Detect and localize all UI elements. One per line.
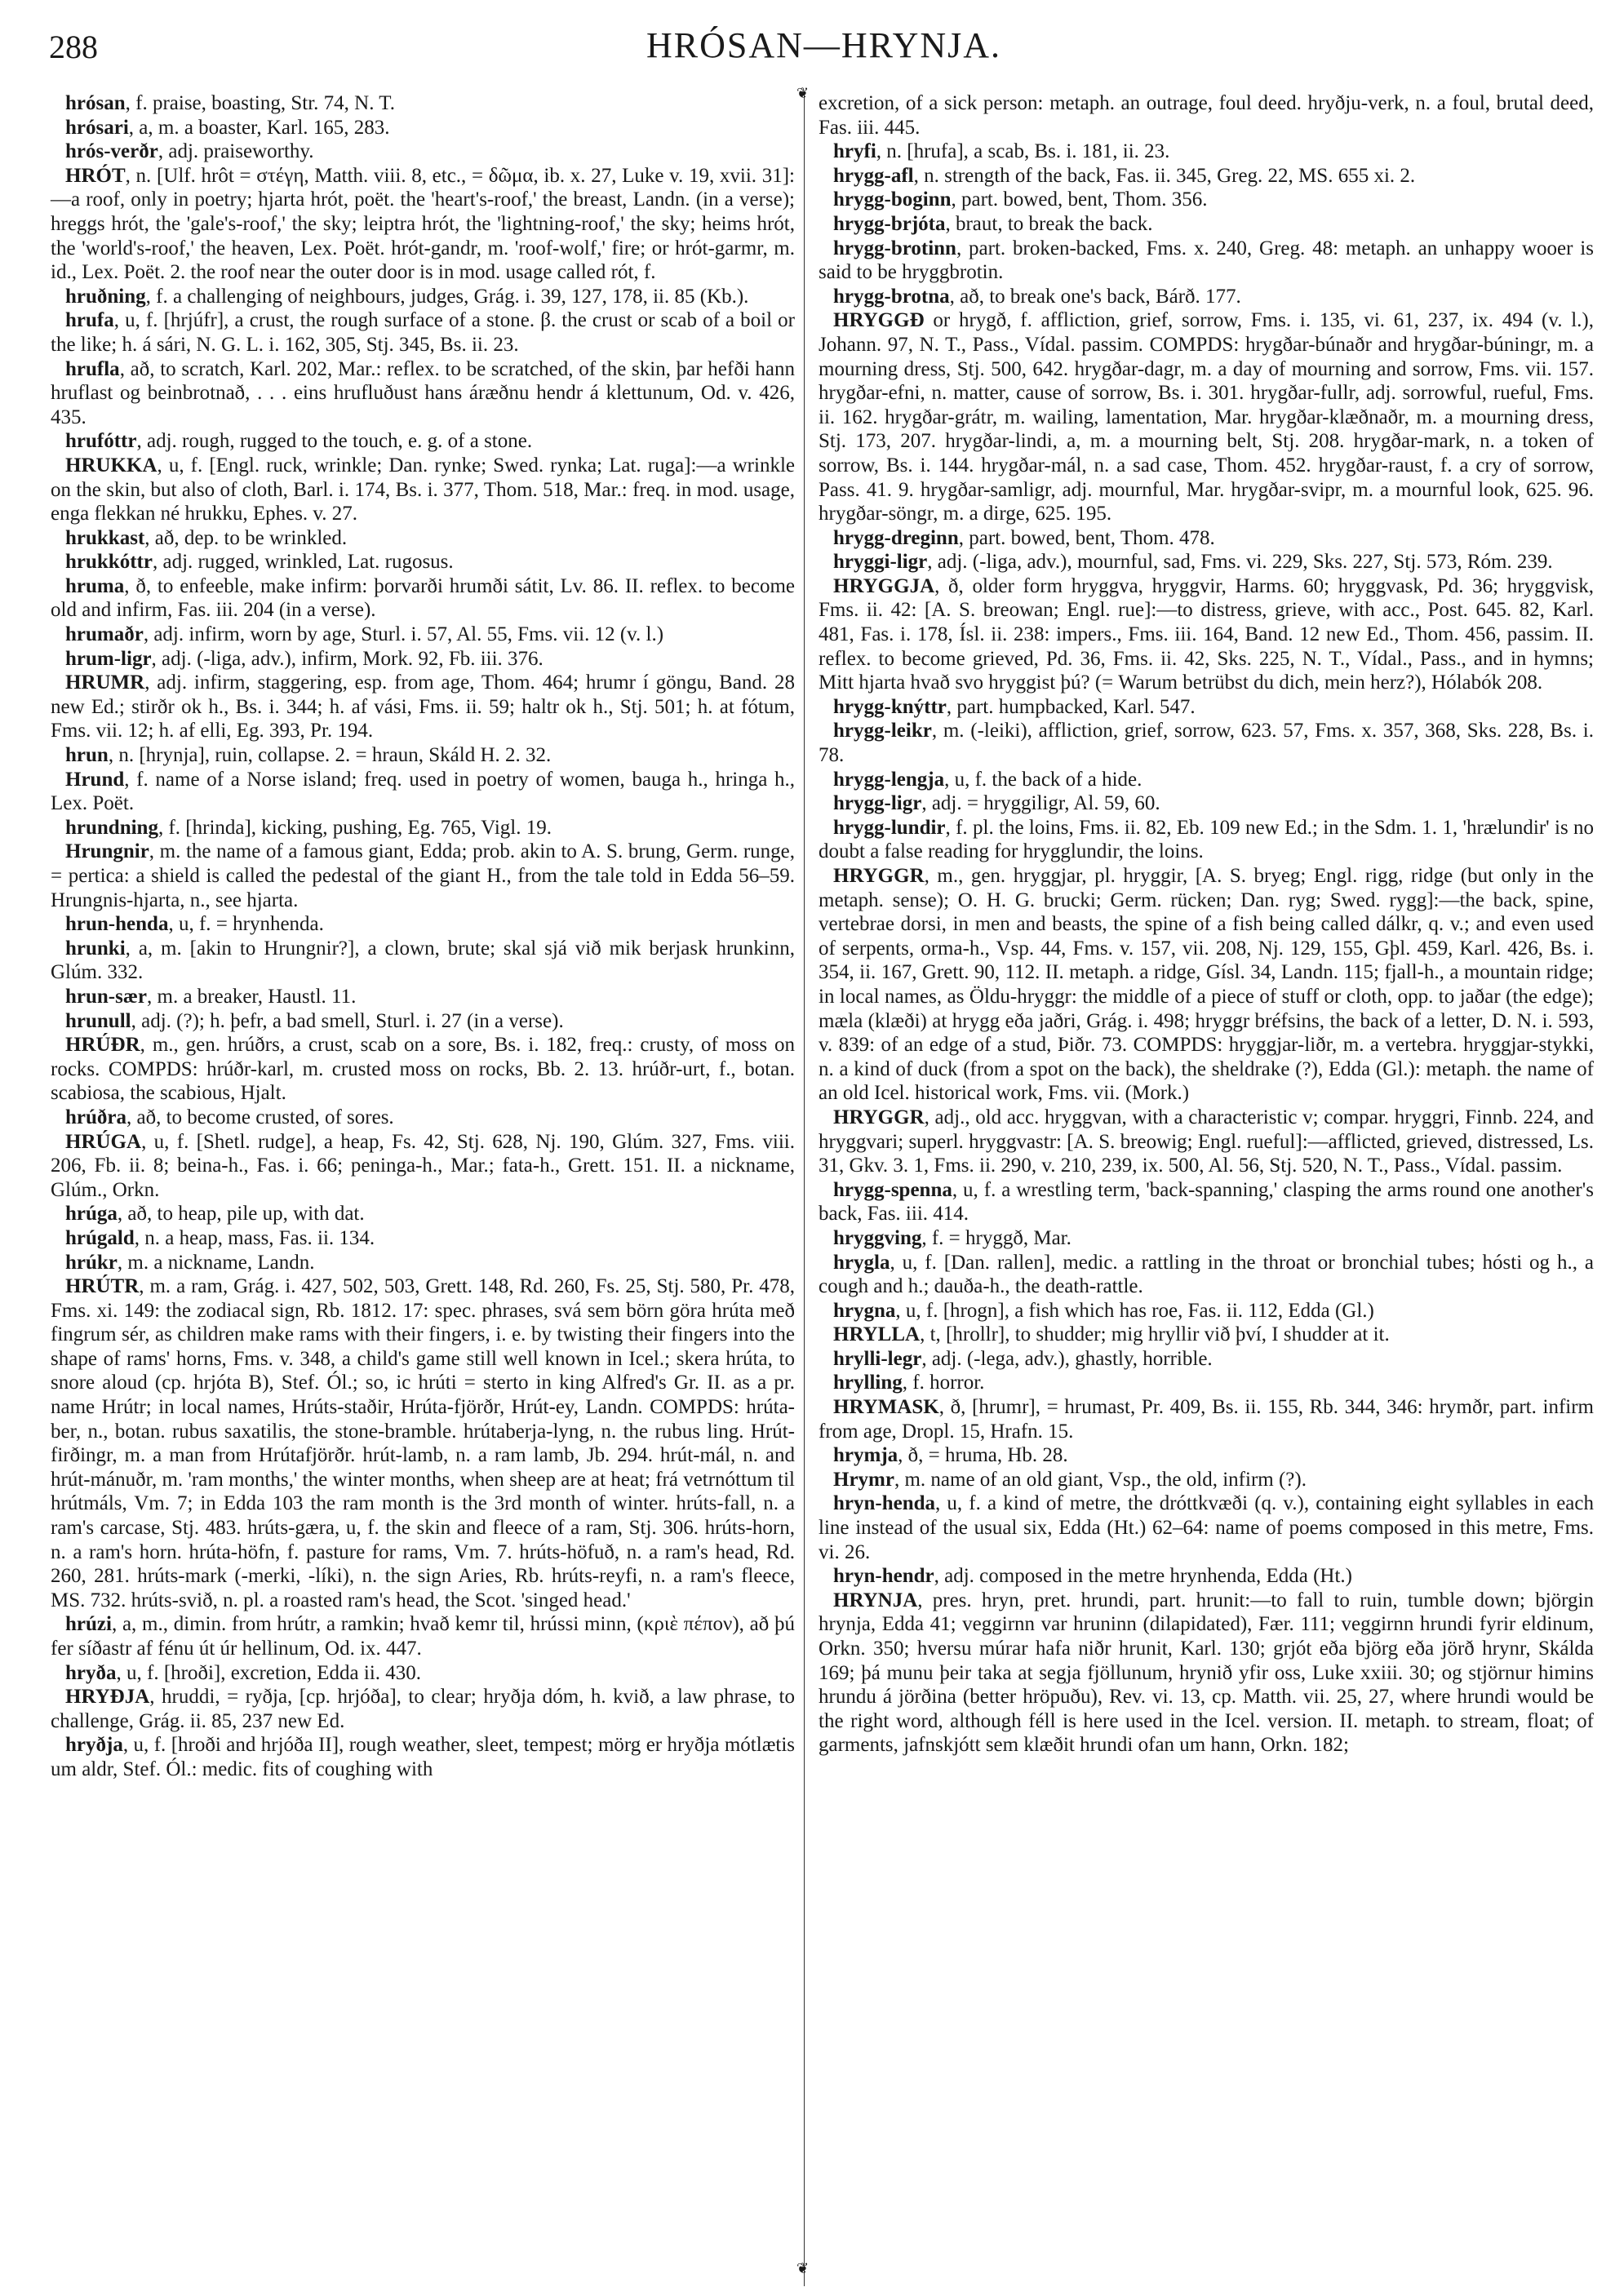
dictionary-entry [819, 1564, 1594, 1589]
entry-headword: hrygg-ligr [833, 792, 922, 815]
entry-definition: , adj. rugged, wrinkled, Lat. rugosus. [152, 551, 454, 574]
dictionary-entry [819, 212, 1594, 237]
dictionary-entry [819, 791, 1594, 816]
entry-headword: hrúgald [65, 1226, 135, 1249]
dictionary-entry [819, 1178, 1594, 1226]
entry-headword: hruðning [65, 285, 146, 308]
entry-headword: HRYGGR [833, 865, 925, 887]
entry-definition: , u, f. [Shetl. rudge], a heap, Fs. 42, Stj. 628, Nj. 190, Glúm. 327, Fms. viii. 206, Fb. ii. 8; beina-h., Fas. i. 66; peninga-h., Mar.; fata-h., Grett. 151. II. a nickname, Glúm., Orkn. [51, 1130, 795, 1201]
dictionary-entry [51, 526, 795, 551]
entry-definition: , part. broken-backed, Fms. x. 240, Greg. 48: metaph. an unhappy wooer is said to be hryggbrotin. [819, 237, 1594, 284]
entry-headword: Hrungnir [65, 840, 149, 863]
dictionary-entry [51, 1274, 795, 1612]
entry-headword: hrygg-brotinn [833, 237, 956, 259]
dictionary-entry [819, 526, 1594, 551]
entry-definition: , f. praise, boasting, Str. 74, N. T. [125, 92, 395, 114]
entry-headword: hrylling [833, 1372, 903, 1394]
entry-headword: hrundning [65, 816, 158, 839]
dictionary-entry [819, 140, 1594, 164]
dictionary-entry [819, 164, 1594, 188]
dictionary-entry [51, 1009, 795, 1034]
dictionary-entry [819, 91, 1594, 140]
entry-definition: , hruddi, = ryðja, [cp. hrjóða], to clear; hryðja dóm, h. kvið, a law phrase, to challenge, Grág. ii. 85, 237 new Ed. [51, 1686, 795, 1732]
dictionary-entry [51, 1733, 795, 1781]
entry-definition: , u, f. = hrynhenda. [168, 913, 324, 936]
dictionary-entry [819, 695, 1594, 720]
entry-definition: , f. a challenging of neighbours, judges, Grág. i. 39, 127, 178, ii. 85 (Kb.). [145, 285, 749, 308]
dictionary-entry [51, 768, 795, 816]
entry-headword: hrumaðr [65, 623, 144, 646]
dictionary-entry [51, 285, 795, 309]
entry-definition: , adj. (-liga, adv.), infirm, Mork. 92, Fb. iii. 376. [151, 647, 544, 670]
dictionary-entry [819, 285, 1594, 309]
entry-definition: , m. a ram, Grág. i. 427, 502, 503, Grett. 148, Rd. 260, Fs. 25, Stj. 580, Pr. 478, Fms. xi. 149: the zodiacal sign, Rb. 1812. 17: spec. phrases, svá sem börn göra hrúta með fingrum sér, as children make rams with their fingers, i. e. by twisting their fingers into the shape of rams' horns, Fms. v. 348, a child's game still well known in Icel.; skera hrúta, to snore aloud (cp. hrjóta B), Stef. Ól.; so, ic hrúti = sterto in king Alfred's Gr. II. as a pr. name Hrútr; in local names, Hrúts-staðir, Hrúta-fjörðr, Hrút-ey, Landn. COMPDS: hrúta-ber, n., botan. rubus saxatilis, the stone-bramble. hrútaberja-lyng, n. the rubus ling. Hrút-firðingr, m. a man from Hrútafjörðr. hrút-lamb, n. a ram lamb, Jb. 294. hrút-mál, n. and hrút-mánuðr, m. 'ram months,' the winter months, when sheep are at heat; frá vetrnóttum til hrútmáls, Vm. 7; in Edda 103 the ram month is the 3rd month of winter. hrúts-fall, n. a ram's carcase, Stj. 483. hrúts-gæra, u, f. the skin and fleece of a ram, Stj. 306. hrúts-horn, n. a ram's horn. hrúta-höfn, f. pasture for rams, Vm. 7. hrúts-höfuð, n. a ram's head, Rd. 260, 281. hrúts-mark (-merki, -líki), n. the sign Aries, Rb. hrúts-reyfi, n. a ram's fleece, MS. 732. hrúts-svið, n. pl. a roasted ram's head, the Scot. 'singed head.' [51, 1275, 795, 1611]
entry-definition: , part. bowed, bent, Thom. 478. [958, 526, 1215, 549]
entry-definition: , m. (-leiki), affliction, grief, sorrow, 623. 57, Fms. x. 357, 368, Sks. 228, Bs. i. 78. [819, 720, 1594, 767]
entry-headword: hrukkast [65, 526, 145, 549]
entry-headword: hrum-ligr [65, 647, 152, 670]
entry-definition: , u, f. the back of a hide. [944, 768, 1142, 791]
entry-definition: , pres. hryn, pret. hrundi, part. hrunit:—to fall to ruin, tumble down; björgin hrynja, Edda 41; veggirnn var hruninn (dilapidated), Fær. 111; veggirnn hrundi fyrir eldinum, Orkn. 350; hversu múrar hafa niðr hrunit, Karl. 130; grjót eða björg eða jörð hrynr, Skálda 169; þá munu þeir taka at segja fjöllunum, hrynið yfir oss, Luke xxiii. 30; og stjörnur himins hrundu á jörðina (better hröpuðu), Rev. vi. 13, cp. Matth. vii. 25, 27, where hrundi would be the right word, although féll is here used in the Icel. version. II. metaph. to stream, float; of garments, jafnskjótt sem klæðit hrundi ofan um hann, Orkn. 182; [819, 1589, 1594, 1757]
entry-definition: , a, m., dimin. from hrútr, a ramkin; hvað kemr til, hrússi minn, (κριὲ πέπον), að þú fer síðastr af fénu út úr hellinum, Od. ix. 447. [51, 1613, 795, 1660]
entry-headword: Hrymr [833, 1468, 894, 1491]
entry-headword: hryðja [65, 1734, 123, 1757]
entry-definition: , n. a heap, mass, Fas. ii. 134. [134, 1226, 375, 1249]
right-column [819, 91, 1594, 1757]
entry-definition: , m., gen. hrúðrs, a crust, scab on a sore, Bs. i. 182, freq.: crusty, of moss on rocks. COMPDS: hrúðr-karl, m. crusted moss on rocks, Bb. 2. 13. hrúðr-urt, f., botan. scabiosa, the scabious, Hjalt. [51, 1034, 795, 1105]
entry-headword: hrúkr [65, 1251, 118, 1274]
entry-definition: , m. a breaker, Haustl. 11. [147, 985, 357, 1008]
entry-definition: , adj. (-lega, adv.), ghastly, horrible. [921, 1347, 1213, 1370]
dictionary-entry [819, 1395, 1594, 1443]
entry-headword: hrygg-leikr [833, 720, 932, 742]
dictionary-entry [51, 985, 795, 1009]
dictionary-entry [819, 1323, 1594, 1347]
entry-definition: , f. name of a Norse island; freq. used in poetry of women, bauga h., hringa h., Lex. Poët. [51, 768, 795, 815]
entry-definition: , n. strength of the back, Fas. ii. 345, Greg. 22, MS. 655 xi. 2. [913, 164, 1416, 187]
entry-definition: , adj. = hryggiligr, Al. 59, 60. [921, 792, 1160, 815]
entry-headword: hrylli-legr [833, 1347, 922, 1370]
entry-headword: Hrund [65, 768, 125, 791]
entry-definition: , u, f. [hroði and hrjóða II], rough weather, sleet, tempest; mörg er hryðja mótlætis um aldr, Stef. Ól.: medic. fits of coughing with [51, 1734, 795, 1780]
entry-headword: HRYLLA [833, 1323, 921, 1346]
entry-definition: , adj. praiseworthy. [158, 140, 314, 163]
entry-definition: , u, f. [Engl. ruck, wrinkle; Dan. rynke; Swed. rynka; Lat. ruga]:—a wrinkle on the skin, but also of cloth, Barl. i. 174, Bs. i. 377, Thom. 518, Mar.: freq. in mod. usage, enga flekkan né hrukku, Ephes. v. 27. [51, 454, 795, 525]
entry-headword: hrygg-dreginn [833, 526, 959, 549]
entry-definition: , u, f. [hroði], excretion, Edda ii. 430. [116, 1661, 422, 1684]
entry-headword: hrúga [65, 1203, 118, 1226]
dictionary-entry [51, 1661, 795, 1686]
dictionary-entry [51, 671, 795, 743]
entry-headword: hryfi [833, 140, 876, 163]
entry-definition: , m. the name of a famous giant, Edda; prob. akin to A. S. brung, Germ. runge, = pertica: a shield is called the pedestal of the giant H., from the tale told in Edda 56–59. Hrungnis-hjarta, n., see hjarta. [51, 840, 795, 911]
entry-definition: , að, dep. to be wrinkled. [144, 526, 348, 549]
left-column [51, 91, 795, 1782]
dictionary-entry [819, 864, 1594, 1106]
entry-definition: , u, f. [Dan. rallen], medic. a rattling in the throat or bronchial tubes; hósti og h., a cough and h.; dauða-h., the death-rattle. [819, 1251, 1594, 1298]
dictionary-entry [51, 647, 795, 672]
dictionary-entry [51, 1106, 795, 1130]
dictionary-entry [819, 1468, 1594, 1492]
dictionary-entry [819, 237, 1594, 285]
entry-definition: , m. a nickname, Landn. [117, 1251, 315, 1274]
entry-headword: hryn-henda [833, 1492, 936, 1515]
entry-definition: , a, m. [akin to Hrungnir?], a clown, brute; skal sjá við mik berjask hrunkinn, Glúm. 332. [51, 937, 795, 984]
entry-headword: hrygg-knýttr [833, 695, 947, 718]
entry-definition: , f. pl. the loins, Fms. ii. 82, Eb. 109 new Ed.; in the Sdm. 1. 1, 'hrælundir' is no doubt a false reading for hrygglundir, the loins. [819, 816, 1594, 863]
entry-headword: HRYNJA [833, 1589, 918, 1611]
dictionary-entry [51, 550, 795, 574]
entry-headword: hrygg-brjóta [833, 212, 946, 235]
entry-headword: hryggving [833, 1226, 922, 1249]
entry-headword: HRÚÐR [65, 1034, 140, 1057]
column-divider [804, 91, 805, 2286]
dictionary-entry [819, 816, 1594, 864]
entry-headword: hrygg-lengja [833, 768, 945, 791]
entry-definition: , n. [hrufa], a scab, Bs. i. 181, ii. 23. [876, 140, 1170, 163]
entry-headword: hruma [65, 574, 125, 597]
dictionary-entry [51, 454, 795, 526]
entry-definition: , part. bowed, bent, Thom. 356. [951, 188, 1208, 211]
entry-definition: , að, to break one's back, Bárð. 177. [949, 285, 1241, 308]
entry-definition: , að, to heap, pile up, with dat. [117, 1203, 365, 1226]
entry-definition: , ð, = hruma, Hb. 28. [898, 1444, 1068, 1467]
entry-headword: HRYGGR [833, 1106, 925, 1128]
entry-headword: hrós-verðr [65, 140, 158, 163]
entry-definition: , u, f. [hrjúfr], a crust, the rough surface of a stone. β. the crust or scab of a boil or the like; h. á sári, N. G. L. i. 162, 305, Stj. 345, Bs. ii. 23. [51, 309, 795, 356]
entry-headword: hrufóttr [65, 430, 137, 453]
dictionary-entry [51, 1612, 795, 1660]
dictionary-entry [51, 308, 795, 357]
entry-headword: hryggi-ligr [833, 551, 928, 574]
entry-definition: , n. [Ulf. hrôt = στέγη, Matth. viii. 8, etc., = δῶμα, ib. x. 27, Luke v. 19, xvii. 31]:—a roof, only in poetry; hjarta hrót, poët. the 'heart's-roof,' the breast, Landn. (in a verse); hreggs hrót, the 'gale's-roof,' the sky; leiptra hrót, the 'lightning-roof,' the sky; heims hrót, the 'world's-roof,' the heaven, Lex. Poët. hrót-gandr, m. 'roof-wolf,' fire; or hrót-garmr, m. id., Lex. Poët. 2. the roof near the outer door is in mod. usage called rót, f. [51, 164, 795, 284]
entry-headword: HRÚGA [65, 1130, 142, 1153]
entry-headword: hryða [65, 1661, 117, 1684]
page-header [49, 24, 1599, 73]
entry-headword: hrun-henda [65, 913, 169, 936]
entry-definition: , adj. composed in the metre hrynhenda, Edda (Ht.) [934, 1565, 1352, 1588]
entry-definition: , adj., old acc. hryggvan, with a characteristic v; compar. hryggri, Finnb. 224, and hryggvari; superl. hryggvastr: [A. S. breowig; Engl. rueful]:—afflicted, grieved, distressed, Ls. 31, Gkv. 3. 1, Fms. ii. 290, v. 210, 239, ix. 500, Al. 56, Stj. 520, N. T., Pass., Vídal. passim. [819, 1106, 1594, 1177]
entry-definition: , ð, to enfeeble, make infirm: þorvarði hrumði sátit, Lv. 86. II. reflex. to become old and infirm, Fas. iii. 204 (in a verse). [51, 574, 795, 622]
entry-definition: or hrygð, f. affliction, grief, sorrow, Fms. i. 135, vi. 61, 237, ix. 494 (v. l.), Johann. 97, N. T., Pass., Vídal. passim. COMPDS: hrygðar-búnaðr and hrygðar-búningr, m. a mourning dress, Stj. 500, 642. hrygðar-dagr, m. a day of mourning and sorrow, Fms. vii. 157. hrygðar-efni, n. matter, cause of sorrow, Bs. i. 301. hrygðar-fullr, adj. sorrowful, rueful, Fms. ii. 162. hrygðar-grátr, m. wailing, lamentation, Mar. hrygðar-klæðnaðr, m. a mourning dress, Stj. 173, 207. hrygðar-lindi, a, m. a mourning belt, Stj. 208. hrygðar-mark, n. a token of sorrow, Bs. i. 144. hrygðar-mál, n. a sad case, Thom. 452. hrygðar-raust, f. a cry of sorrow, Pass. 41. 9. hrygðar-samligr, adj. mournful, Mar. hrygðar-svipr, m. a mournful look, 625. 96. hrygðar-söngr, m. a dirge, 625. 195. [819, 309, 1594, 525]
entry-headword: hrukkóttr [65, 551, 153, 574]
dictionary-entry [51, 1226, 795, 1251]
entry-headword: HRÚTR [65, 1275, 140, 1298]
entry-headword: HRYMASK [833, 1396, 939, 1419]
dictionary-entry [51, 840, 795, 912]
dictionary-entry [51, 574, 795, 623]
entry-headword: hrygla [833, 1251, 890, 1274]
dictionary-entry [51, 1202, 795, 1226]
entry-definition: , a, m. a boaster, Karl. 165, 283. [128, 116, 390, 139]
dictionary-entry [819, 550, 1594, 574]
entry-headword: hrygg-afl [833, 164, 914, 187]
dictionary-entry [51, 743, 795, 768]
entry-definition: , f. horror. [902, 1372, 985, 1394]
page-title: HRÓSAN—HRYNJA. [646, 25, 1002, 65]
entry-headword: HRUKKA [65, 454, 158, 476]
dictionary-entry [51, 623, 795, 647]
entry-headword: hrósan [65, 92, 126, 114]
entry-definition: , u, f. a wrestling term, 'back-spanning,' clasping the arms round one another's back, Fas. iii. 414. [819, 1178, 1594, 1226]
entry-headword: hrúðra [65, 1106, 126, 1128]
entry-definition: , f. = hryggð, Mar. [921, 1226, 1071, 1249]
dictionary-entry [51, 91, 795, 116]
dictionary-entry [51, 357, 795, 430]
dictionary-entry [819, 1589, 1594, 1757]
dictionary-entry [819, 574, 1594, 695]
entry-definition: , adj. infirm, worn by age, Sturl. i. 57, Al. 55, Fms. vii. 12 (v. l.) [143, 623, 664, 646]
dictionary-entry [819, 308, 1594, 525]
dictionary-entry [819, 768, 1594, 792]
entry-definition: , u, f. a kind of metre, the dróttkvæði (q. v.), containing eight syllables in each line instead of the usual six, Edda (Ht.) 62–64: name of poems composed in this metre, Fms. vi. 26. [819, 1492, 1594, 1563]
dictionary-entry [819, 1299, 1594, 1323]
dictionary-entry [51, 429, 795, 454]
entry-definition: , að, to become crusted, of sores. [126, 1106, 394, 1128]
entry-headword: hrunull [65, 1009, 131, 1032]
entry-definition: excretion, of a sick person: metaph. an outrage, foul deed. hryðju-verk, n. a foul, brutal deed, Fas. iii. 445. [819, 92, 1594, 139]
page-number: 288 [49, 29, 98, 65]
entry-headword: HRYGGÐ [833, 309, 925, 332]
entry-headword: hrygna [833, 1299, 896, 1322]
entry-headword: hrun [65, 744, 109, 767]
divider-ornament-icon: ❦ [796, 2260, 810, 2276]
dictionary-entry [51, 937, 795, 985]
dictionary-entry [819, 1492, 1594, 1564]
entry-headword: HRUMR [65, 672, 145, 694]
dictionary-entry [51, 1130, 795, 1203]
entry-definition: , f. [hrinda], kicking, pushing, Eg. 765, Vigl. 19. [158, 816, 552, 839]
dictionary-entry [51, 912, 795, 937]
dictionary-entry [819, 1251, 1594, 1299]
dictionary-entry [51, 164, 795, 285]
dictionary-entry [51, 1033, 795, 1106]
entry-headword: HRYÐJA [65, 1686, 150, 1709]
entry-headword: hryn-hendr [833, 1565, 934, 1588]
entry-definition: , adj. rough, rugged to the touch, e. g. of a stone. [136, 430, 533, 453]
entry-headword: hrygg-lundir [833, 816, 946, 839]
entry-headword: hrósari [65, 116, 129, 139]
entry-definition: , t, [hrollr], to shudder; mig hryllir við því, I shudder at it. [920, 1323, 1390, 1346]
entry-definition: , adj. (?); h. þefr, a bad smell, Sturl. i. 27 (in a verse). [131, 1009, 564, 1032]
entry-headword: HRYGGJA [833, 574, 935, 597]
dictionary-entry [819, 1106, 1594, 1178]
dictionary-entry [819, 719, 1594, 767]
dictionary-entry [819, 1371, 1594, 1395]
entry-definition: , braut, to break the back. [945, 212, 1153, 235]
entry-headword: hrygg-brotna [833, 285, 950, 308]
entry-headword: hrunki [65, 937, 126, 960]
dictionary-entry [51, 116, 795, 140]
entry-definition: , adj. (-liga, adv.), mournful, sad, Fms. vi. 229, Sks. 227, Stj. 573, Róm. 239. [927, 551, 1553, 574]
entry-headword: hrufa [65, 309, 114, 332]
dictionary-entry [819, 1347, 1594, 1372]
entry-definition: , part. humpbacked, Karl. 547. [946, 695, 1196, 718]
entry-headword: hrygg-spenna [833, 1178, 952, 1201]
entry-headword: hrun-sær [65, 985, 148, 1008]
dictionary-entry [819, 1443, 1594, 1468]
entry-headword: hrufla [65, 357, 120, 380]
dictionary-entry [51, 1251, 795, 1275]
dictionary-entry [819, 188, 1594, 212]
entry-definition: , m. name of an old giant, Vsp., the old, infirm (?). [894, 1468, 1307, 1491]
entry-definition: , n. [hrynja], ruin, collapse. 2. = hraun, Skáld H. 2. 32. [108, 744, 552, 767]
entry-definition: , m., gen. hryggjar, pl. hryggir, [A. S. bryeg; Engl. rigg, ridge (but only in the metaph. sense); O. H. G. brucki; Germ. rücken; Dan. ryg; Swed. rygg]:—the back, spine, vertebrae dorsi, in men and beasts, the spine of a fish being called dálkr, q. v.; and even used of serpents, orma-h., Vsp. 44, Fms. v. 157, vii. 208, Nj. 129, 155, Gþl. 459, Karl. 426, Bs. i. 354, ii. 167, Grett. 90, 112. II. metaph. a ridge, Gísl. 34, Landn. 115; fjall-h., a mountain ridge; in local names, as Öldu-hryggr: the middle of a piece of stuff or cloth, opp. to jaðar (the edge); mæla (klæði) at hrygg eða jaðri, Grág. i. 498; hryggr bréfsins, the back of a letter, D. N. i. 593, v. 839: of an edge of a stud, Þiðr. 73. COMPDS: hryggjar-liðr, m. a vertebra. hryggjar-stykki, n. a kind of duck (from a spot on the back), the sheldrake (?), Edda (Gl.): metaph. the name of an old Icel. historical work, Fms. vii. (Mork.) [819, 865, 1594, 1105]
entry-headword: hrygg-boginn [833, 188, 952, 211]
divider-ornament-icon: ❦ [796, 85, 810, 101]
dictionary-entry [51, 1685, 795, 1733]
entry-definition: , ð, [hrumr], = hrumast, Pr. 409, Bs. ii. 155, Rb. 344, 346: hrymðr, part. infirm from age, Dropl. 15, Hrafn. 15. [819, 1396, 1594, 1443]
entry-definition: , u, f. [hrogn], a fish which has roe, Fas. ii. 112, Edda (Gl.) [895, 1299, 1374, 1322]
dictionary-entry [819, 1226, 1594, 1251]
entry-definition: , adj. infirm, staggering, esp. from age, Thom. 464; hrumr í göngu, Band. 28 new Ed.; stirðr ok h., Bs. i. 344; h. af vási, Fms. ii. 59; haltr ok h., Stj. 501; h. at fótum, Fms. vii. 12; h. af elli, Eg. 393, Pr. 194. [51, 672, 795, 742]
entry-headword: hrymja [833, 1444, 898, 1467]
entry-headword: HRÓT [65, 164, 126, 187]
entry-headword: hrúzi [65, 1613, 112, 1636]
dictionary-entry [51, 140, 795, 164]
entry-definition: , að, to scratch, Karl. 202, Mar.: reflex. to be scratched, of the skin, þar hefði hann hruflast og beinbrotnað, . . . eins hrufluðust hans áræðnu hendr á klettunum, Od. v. 426, 435. [51, 357, 795, 428]
dictionary-entry [51, 816, 795, 840]
entry-definition: , ð, older form hryggva, hryggvir, Harms. 60; hryggvask, Pd. 36; hryggvisk, Fms. ii. 42: [A. S. breowan; Engl. rue]:—to distress, grieve, with acc., Post. 645. 82, Karl. 481, Fas. i. 178, Ísl. ii. 238: impers., Fms. iii. 164, Band. 12 new Ed., Thom. 456, passim. II. reflex. to become grieved, Pd. 36, Fms. ii. 42, Sks. 225, N. T., Vídal., Pass., and in hymns; Mitt hjarta hvað svo hryggist þú? (= Warum betrübst du dich, mein herz?), Hólabók 208. [819, 574, 1594, 694]
